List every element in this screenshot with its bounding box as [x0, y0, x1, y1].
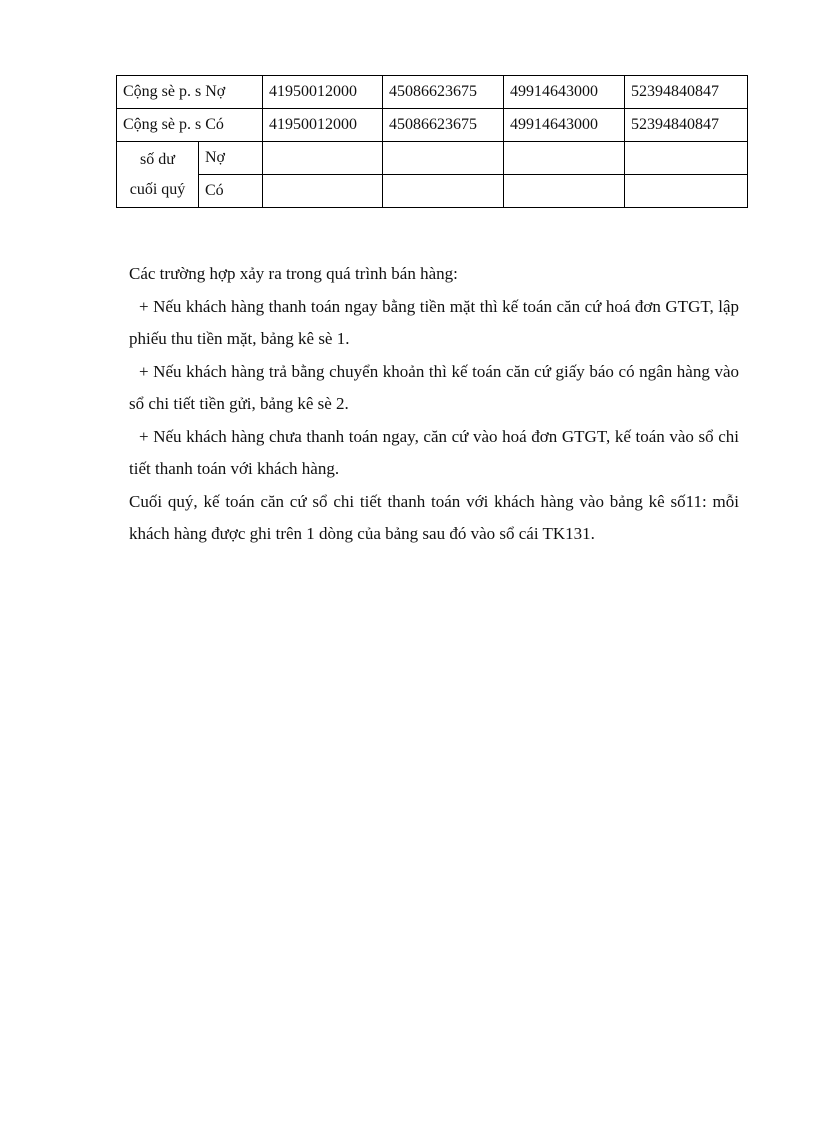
- credit-sub-label: Có: [199, 175, 263, 208]
- case-transfer-paragraph: + Nếu khách hàng trả bằng chuyển khoản thì kế toán căn cứ giấy báo có ngân hàng vào sổ chi tiết tiền gửi, bảng kê sè 2.: [129, 361, 739, 413]
- closing-balance-label-line1: số dư: [140, 150, 175, 168]
- table-cell: 52394840847: [625, 109, 748, 142]
- row-label-debit-total: Cộng sè p. s Nợ: [117, 76, 263, 109]
- table-cell: 41950012000: [263, 109, 383, 142]
- closing-paragraph: Cuối quý, kế toán căn cứ sổ chi tiết thanh toán với khách hàng vào bảng kê số11: mỗi khách hàng được ghi trên 1 dòng của bảng sau đó vào sổ cái TK131.: [129, 491, 739, 543]
- closing-balance-label: [117, 142, 199, 208]
- closing-balance-label-line2: cuối quý: [129, 180, 186, 198]
- table-row: [117, 142, 748, 175]
- table-cell: 49914643000: [504, 76, 625, 109]
- row-label-credit-total: Cộng sè p. s Có: [117, 109, 263, 142]
- intro-paragraph: Các trường hợp xảy ra trong quá trình bán hàng:: [129, 264, 458, 283]
- case-cash-paragraph: + Nếu khách hàng thanh toán ngay bằng tiền mặt thì kế toán căn cứ hoá đơn GTGT, lập phiếu thu tiền mặt, bảng kê sè 1.: [129, 296, 739, 348]
- table-cell: [383, 175, 504, 208]
- table-cell: [504, 142, 625, 175]
- table-cell: 45086623675: [383, 109, 504, 142]
- table-cell: [263, 142, 383, 175]
- table-cell: 45086623675: [383, 76, 504, 109]
- table-cell: [504, 175, 625, 208]
- table-row: [117, 76, 748, 109]
- table-cell: [383, 142, 504, 175]
- summary-table: [116, 75, 748, 208]
- table-cell: 49914643000: [504, 109, 625, 142]
- case-credit-paragraph: + Nếu khách hàng chưa thanh toán ngay, căn cứ vào hoá đơn GTGT, kế toán vào sổ chi tiết thanh toán với khách hàng.: [129, 426, 739, 478]
- table-cell: 41950012000: [263, 76, 383, 109]
- table-row: [117, 175, 748, 208]
- table-cell: [625, 142, 748, 175]
- table-cell: 52394840847: [625, 76, 748, 109]
- table-cell: [263, 175, 383, 208]
- debit-sub-label: Nợ: [199, 142, 263, 175]
- table-row: [117, 109, 748, 142]
- table-cell: [625, 175, 748, 208]
- body-text: [129, 258, 739, 551]
